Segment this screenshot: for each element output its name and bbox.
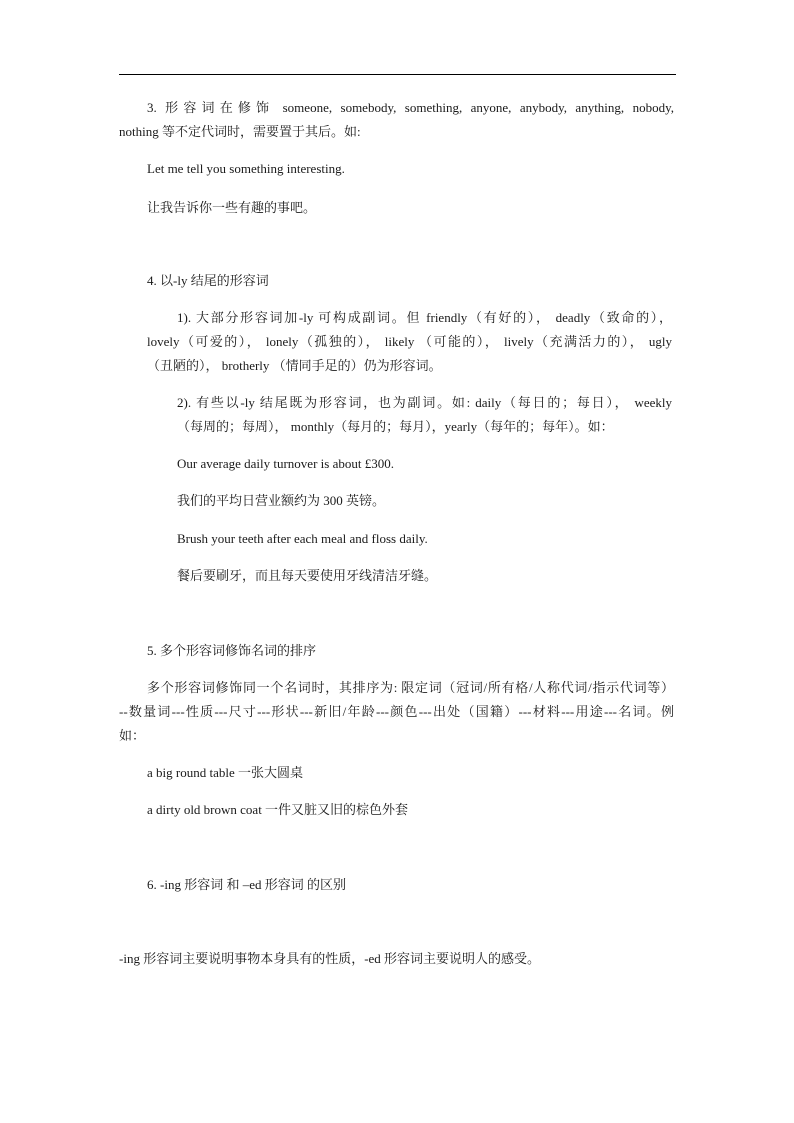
section-3-line-1: 3. 形容词在修饰 someone, somebody, something, anyone, anybody, anything, nobody, [147, 100, 674, 115]
section-5-example-1: a big round table 一张大圆桌 [147, 765, 303, 780]
section-4-example-4: 餐后要刷牙，而且每天要使用牙线清洁牙缝。 [177, 568, 438, 583]
section-4-example-3: Brush your teeth after each meal and floss daily. [177, 531, 428, 546]
section-5-line-3: 如： [119, 728, 146, 743]
section-6-heading: 6. -ing 形容词 和 –ed 形容词 的区别 [147, 877, 346, 892]
section-5-example-2: a dirty old brown coat 一件又脏又旧的棕色外套 [147, 802, 409, 817]
section-4-heading: 4. 以-ly 结尾的形容词 [147, 273, 269, 288]
section-5-line-2: --数量词---性质---尺寸---形状---新旧/年龄---颜色---出处（国籍）---材料---用途---名词。例 [119, 704, 674, 719]
section-4-p2-line-2: （每周的；每周）， monthly（每月的；每月），yearly（每年的；每年）。如： [177, 419, 614, 434]
section-4-example-1: Our average daily turnover is about £300. [177, 456, 394, 471]
section-5-line-1: 多个形容词修饰同一个名词时，其排序为: 限定词（冠词/所有格/人称代词/指示代词等） [147, 680, 674, 695]
section-3-line-2: nothing 等不定代词时，需要置于其后。如: [119, 124, 361, 139]
section-5-heading: 5. 多个形容词修饰名词的排序 [147, 643, 317, 658]
section-4-p1-line-1: 1). 大部分形容词加-ly 可构成副词。但 friendly（有好的）， deadly（致命的）， [177, 310, 672, 325]
section-4-example-2: 我们的平均日营业额约为 300 英镑。 [177, 493, 386, 508]
section-4-p2-line-1: 2). 有些以-ly 结尾既为形容词，也为副词。如: daily（每日的；每日）， weekly [177, 395, 672, 410]
section-4-p1-line-3: （丑陋的）， brotherly （情同手足的）仍为形容词。 [147, 358, 442, 373]
section-3-example-zh: 让我告诉你一些有趣的事吧。 [147, 200, 317, 215]
section-4-p1-line-2: lovely（可爱的）， lonely（孤独的）， likely （可能的）， lively（充满活力的）， ugly [147, 334, 672, 349]
section-6-body: -ing 形容词主要说明事物本身具有的性质，-ed 形容词主要说明人的感受。 [119, 951, 541, 966]
header-rule [119, 74, 676, 75]
section-3-example-en: Let me tell you something interesting. [147, 161, 345, 176]
